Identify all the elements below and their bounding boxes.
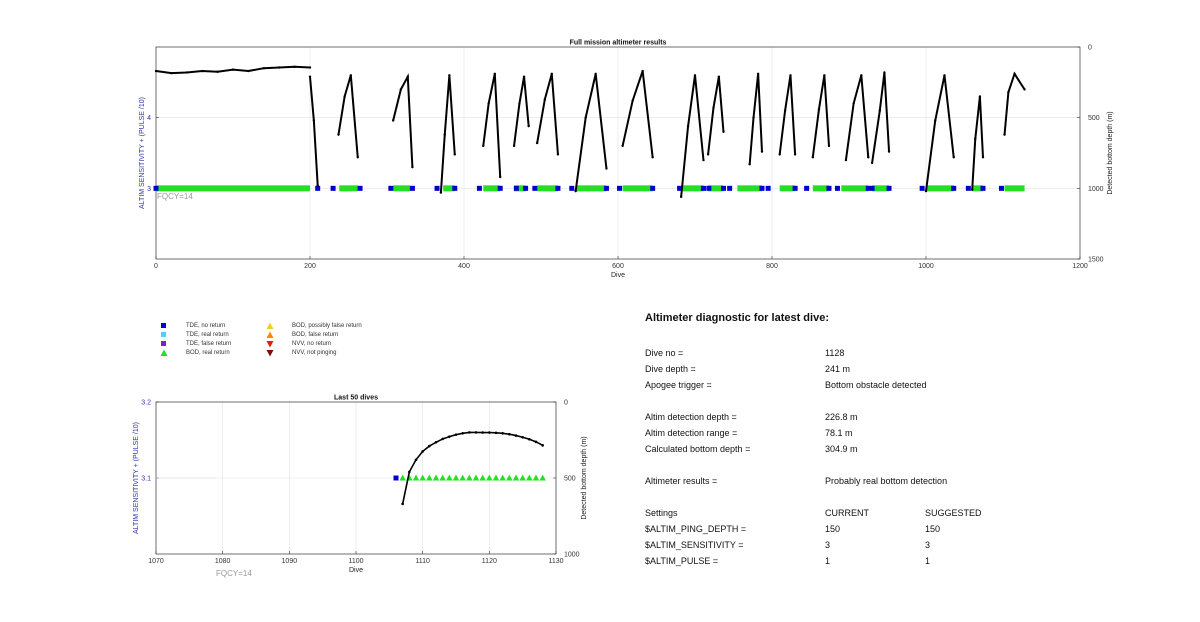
tde-no-return-marker	[617, 186, 622, 191]
legend-label: BOD, possibly false return	[292, 323, 362, 329]
setting-suggested: 1	[925, 556, 931, 566]
diagnostic-label: Altimeter results =	[645, 476, 718, 486]
legend-label: TDE, no return	[186, 323, 226, 329]
depth-point	[499, 176, 501, 178]
setting-current: 150	[825, 524, 841, 534]
bod-real-return-band	[841, 185, 868, 191]
bod-real-return-marker	[433, 475, 439, 481]
depth-trace-segment	[338, 75, 357, 157]
depth-point	[513, 145, 515, 147]
tde-no-return-marker	[532, 186, 537, 191]
depth-point	[495, 432, 498, 435]
x-tick-label: 1200	[1072, 263, 1088, 270]
legend-triangle-up-icon	[266, 331, 274, 339]
depth-point	[278, 66, 280, 68]
depth-point	[828, 145, 830, 147]
depth-point	[687, 125, 689, 127]
bod-real-return-marker	[479, 475, 485, 481]
tde-no-return-marker	[498, 186, 503, 191]
depth-point	[400, 88, 402, 90]
depth-trace-segment	[576, 74, 607, 191]
setting-label: $ALTIM_PING_DEPTH =	[645, 524, 747, 534]
setting-current: 1	[825, 556, 831, 566]
bod-real-return-marker	[493, 475, 499, 481]
legend-triangle-up-icon	[160, 349, 168, 357]
chart-title: Full mission altimeter results	[569, 39, 667, 47]
depth-point	[475, 431, 478, 434]
tde-no-return-marker	[435, 186, 440, 191]
depth-point	[455, 433, 458, 436]
bod-real-return-band	[537, 185, 558, 191]
depth-point	[461, 432, 464, 435]
depth-point	[293, 66, 295, 68]
depth-point	[702, 159, 704, 161]
diagnostic-value: Bottom obstacle detected	[825, 380, 927, 390]
legend	[160, 322, 390, 362]
y-right-tick-label: 1000	[1088, 185, 1104, 193]
depth-point	[401, 503, 404, 506]
depth-point	[428, 445, 431, 448]
depth-trace-segment	[441, 75, 455, 192]
depth-point	[867, 156, 869, 158]
depth-point	[971, 189, 973, 191]
tde-no-return-marker	[154, 186, 159, 191]
depth-point	[974, 138, 976, 140]
depth-point	[1013, 73, 1015, 75]
x-tick-label: 600	[612, 263, 624, 270]
depth-trace-segment	[708, 77, 723, 155]
tde-no-return-marker	[826, 186, 831, 191]
depth-trace-segment	[310, 77, 318, 186]
depth-point	[794, 153, 796, 155]
tde-no-return-marker	[920, 186, 925, 191]
depth-point	[448, 74, 450, 76]
bod-real-return-marker	[426, 475, 432, 481]
tde-no-return-marker	[951, 186, 956, 191]
depth-trace-segment	[623, 71, 653, 157]
depth-trace-segment	[393, 77, 412, 167]
depth-point	[527, 125, 529, 127]
depth-point	[871, 162, 873, 164]
depth-trace-segment	[1005, 74, 1025, 135]
depth-trace-segment	[926, 75, 954, 191]
y-right-tick-label: 0	[1088, 44, 1092, 52]
depth-point	[515, 434, 518, 437]
depth-point	[468, 431, 471, 434]
legend-square-icon	[160, 331, 168, 339]
depth-point	[508, 433, 511, 436]
tde-no-return-marker	[966, 186, 971, 191]
depth-point	[521, 436, 524, 439]
tde-no-return-marker	[650, 186, 655, 191]
depth-point	[501, 432, 504, 435]
depth-point	[544, 98, 546, 100]
tde-no-return-marker	[410, 186, 415, 191]
depth-point	[309, 75, 311, 77]
x-tick-label: 1130	[548, 558, 564, 565]
depth-point	[823, 74, 825, 76]
depth-point	[789, 74, 791, 76]
bod-real-return-band	[623, 185, 653, 191]
depth-point	[752, 116, 754, 118]
depth-point	[925, 190, 927, 192]
tde-no-return-marker	[804, 186, 809, 191]
depth-point	[454, 153, 456, 155]
depth-point	[170, 72, 172, 74]
fqcy-annotation: FQCY=14	[157, 192, 193, 201]
diagnostic-value: Probably real bottom detection	[825, 476, 948, 486]
y-left-tick-label: 4	[147, 115, 151, 123]
depth-point	[448, 435, 451, 438]
legend-triangle-down-icon	[266, 340, 274, 348]
depth-point	[337, 133, 339, 135]
legend-square-icon	[160, 322, 168, 330]
depth-point	[982, 156, 984, 158]
y-right-tick-label: 500	[564, 475, 576, 483]
bod-real-return-band	[681, 185, 703, 191]
tde-no-return-marker	[706, 186, 711, 191]
y-right-tick-label: 1500	[1088, 256, 1104, 264]
depth-point	[979, 95, 981, 97]
x-tick-label: 400	[458, 263, 470, 270]
depth-point	[883, 71, 885, 73]
bod-real-return-marker	[466, 475, 472, 481]
legend-label: NVV, no return	[292, 341, 332, 347]
depth-point	[518, 102, 520, 104]
legend-triangle-up-icon	[266, 322, 274, 330]
depth-trace-segment	[813, 75, 829, 157]
depth-point	[408, 471, 411, 474]
depth-point	[487, 102, 489, 104]
tde-no-return-marker	[331, 186, 336, 191]
depth-point	[435, 441, 438, 444]
bod-real-return-band	[483, 185, 500, 191]
tde-no-return-marker	[759, 186, 764, 191]
depth-point	[441, 438, 444, 441]
x-tick-label: 1120	[481, 558, 497, 565]
depth-point	[155, 70, 157, 72]
depth-point	[440, 191, 442, 193]
y-left-tick-label: 3.2	[141, 399, 151, 407]
depth-point	[651, 156, 653, 158]
legend-label: TDE, false return	[186, 341, 232, 347]
depth-point	[934, 119, 936, 121]
depth-point	[488, 431, 491, 434]
depth-point	[605, 167, 607, 169]
depth-point	[1003, 133, 1005, 135]
y-right-axis-label: Detected bottom depth (m)	[1107, 111, 1114, 195]
tde-no-return-marker	[721, 186, 726, 191]
depth-point	[718, 75, 720, 77]
legend-square-icon	[160, 340, 168, 348]
depth-point	[852, 102, 854, 104]
y-left-tick-label: 3.1	[141, 475, 151, 483]
depth-point	[536, 142, 538, 144]
depth-point	[707, 153, 709, 155]
x-axis-label: Dive	[610, 272, 626, 279]
setting-current: 3	[825, 540, 831, 550]
x-tick-label: 1070	[148, 558, 164, 565]
y-right-tick-label: 0	[564, 399, 568, 407]
depth-point	[757, 73, 759, 75]
diagnostic-value: 241 m	[825, 364, 851, 374]
diagnostic-label: Dive no =	[645, 348, 684, 358]
depth-point	[1023, 88, 1025, 90]
x-tick-label: 1100	[348, 558, 364, 565]
diagnostic-value: 78.1 m	[825, 428, 853, 438]
depth-point	[953, 156, 955, 158]
x-tick-label: 1000	[918, 263, 934, 270]
full-mission-chart	[139, 40, 1114, 280]
legend-label: BOD, real return	[186, 350, 230, 356]
legend-label: NVV, not pinging	[292, 350, 337, 356]
legend-label: BOD, false return	[292, 332, 339, 338]
tde-no-return-marker	[870, 186, 875, 191]
legend-triangle-down-icon	[266, 349, 274, 357]
depth-point	[761, 150, 763, 152]
tde-no-return-marker	[477, 186, 482, 191]
tde-no-return-marker	[452, 186, 457, 191]
depth-point	[621, 145, 623, 147]
diagnostic-value: 304.9 m	[825, 444, 858, 454]
y-right-tick-label: 500	[1088, 115, 1100, 123]
bod-real-return-marker	[459, 475, 465, 481]
depth-point	[694, 74, 696, 76]
depth-point	[594, 73, 596, 75]
bod-real-return-band	[872, 185, 889, 191]
depth-point	[186, 71, 188, 73]
tde-no-return-marker	[766, 186, 771, 191]
depth-point	[350, 74, 352, 76]
x-axis-label: Dive	[348, 567, 364, 574]
bod-real-return-band	[1005, 185, 1025, 191]
diagnostic-label: Altim detection range =	[645, 428, 738, 438]
depth-point	[421, 450, 424, 453]
y-left-tick-label: 3	[147, 185, 151, 193]
depth-point	[313, 119, 315, 121]
depth-trace	[403, 432, 543, 503]
depth-point	[574, 190, 576, 192]
settings-header-current: CURRENT	[825, 508, 869, 518]
depth-point	[216, 71, 218, 73]
depth-trace-segment	[972, 96, 983, 189]
depth-point	[317, 184, 319, 186]
diagnostic-label: Dive depth =	[645, 364, 696, 374]
depth-trace-segment	[780, 75, 795, 154]
bod-real-return-marker	[413, 475, 419, 481]
bod-real-return-marker	[526, 475, 532, 481]
settings-header-suggested: SUGGESTED	[925, 508, 982, 518]
depth-point	[415, 458, 418, 461]
y-left-axis-label: ALTIM SENSITIVITY + (PULSE /10)	[139, 97, 146, 209]
y-left-axis-label: ALTIM SENSITIVITY + (PULSE /10)	[133, 422, 140, 534]
depth-point	[879, 109, 881, 111]
bod-real-return-marker	[539, 475, 545, 481]
depth-point	[541, 444, 544, 447]
depth-point	[1007, 91, 1009, 93]
depth-point	[343, 95, 345, 97]
depth-point	[712, 107, 714, 109]
tde-no-return-marker	[887, 186, 892, 191]
depth-point	[247, 70, 249, 72]
depth-point	[481, 431, 484, 434]
bod-real-return-band	[393, 185, 410, 191]
bod-real-return-band	[737, 185, 762, 191]
depth-point	[392, 119, 394, 121]
bod-real-return-marker	[446, 475, 452, 481]
depth-point	[551, 73, 553, 75]
x-tick-label: 1090	[281, 558, 298, 565]
diagnostic-title: Altimeter diagnostic for latest dive:	[645, 312, 829, 324]
depth-point	[482, 145, 484, 147]
bod-real-return-marker	[506, 475, 512, 481]
depth-point	[528, 438, 531, 441]
setting-label: $ALTIM_SENSITIVITY =	[645, 540, 744, 550]
depth-point	[407, 75, 409, 77]
depth-point	[860, 74, 862, 76]
bod-real-return-band	[339, 185, 357, 191]
depth-trace-segment	[514, 77, 529, 146]
depth-point	[411, 166, 413, 168]
bod-real-return-marker	[533, 475, 539, 481]
depth-point	[232, 68, 234, 70]
depth-point	[494, 73, 496, 75]
depth-trace-segment	[750, 74, 762, 164]
x-tick-label: 800	[766, 263, 778, 270]
tde-no-return-marker	[793, 186, 798, 191]
tde-no-return-marker	[523, 186, 528, 191]
setting-suggested: 3	[925, 540, 931, 550]
diagnostic-label: Altim detection depth =	[645, 412, 737, 422]
depth-point	[309, 66, 311, 68]
bod-real-return-marker	[453, 475, 459, 481]
bod-real-return-band	[926, 185, 954, 191]
depth-point	[680, 196, 682, 198]
x-tick-label: 1110	[415, 558, 430, 565]
y-right-axis-label: Detected bottom depth (m)	[581, 436, 588, 520]
depth-point	[784, 109, 786, 111]
depth-trace-segment	[483, 74, 500, 177]
tde-no-return-marker	[999, 186, 1004, 191]
depth-point	[943, 74, 945, 76]
tde-no-return-marker	[388, 186, 393, 191]
depth-point	[748, 163, 750, 165]
depth-point	[779, 153, 781, 155]
bod-real-return-marker	[486, 475, 492, 481]
depth-point	[535, 441, 538, 444]
depth-point	[812, 156, 814, 158]
tde-no-return-marker	[394, 476, 399, 481]
tde-no-return-marker	[835, 186, 840, 191]
x-tick-label: 1080	[214, 558, 231, 565]
bod-real-return-band	[576, 185, 607, 191]
tde-no-return-marker	[701, 186, 706, 191]
depth-point	[523, 75, 525, 77]
depth-point	[263, 67, 265, 69]
last-50-dives-chart	[133, 395, 588, 579]
depth-point	[201, 70, 203, 72]
depth-trace-segment	[681, 75, 703, 197]
bod-real-return-marker	[499, 475, 505, 481]
depth-point	[357, 156, 359, 158]
legend-label: TDE, real return	[186, 332, 229, 338]
depth-point	[641, 70, 643, 72]
depth-point	[722, 131, 724, 133]
bod-real-return-marker	[519, 475, 525, 481]
depth-point	[845, 159, 847, 161]
tde-no-return-marker	[555, 186, 560, 191]
settings-header-label: Settings	[645, 508, 678, 518]
tde-no-return-marker	[514, 186, 519, 191]
depth-point	[584, 116, 586, 118]
bod-real-return-band	[156, 185, 310, 191]
setting-label: $ALTIM_PULSE =	[645, 556, 719, 566]
diagnostic-value: 226.8 m	[825, 412, 858, 422]
tde-no-return-marker	[980, 186, 985, 191]
y-right-tick-label: 1000	[564, 551, 580, 559]
depth-point	[444, 133, 446, 135]
bod-real-return-marker	[399, 475, 405, 481]
tde-no-return-marker	[569, 186, 574, 191]
depth-point	[557, 153, 559, 155]
tde-no-return-marker	[358, 186, 363, 191]
tde-no-return-marker	[604, 186, 609, 191]
bod-real-return-marker	[473, 475, 479, 481]
x-tick-label: 200	[304, 263, 316, 270]
chart-title: Last 50 dives	[334, 394, 378, 402]
bod-real-return-marker	[439, 475, 445, 481]
x-tick-label: 0	[154, 263, 158, 270]
diagnostic-value: 1128	[825, 348, 845, 358]
bod-real-return-marker	[513, 475, 519, 481]
setting-suggested: 150	[925, 524, 941, 534]
depth-trace-segment	[537, 74, 558, 155]
depth-point	[631, 100, 633, 102]
bod-real-return-marker	[419, 475, 425, 481]
depth-point	[888, 150, 890, 152]
tde-no-return-marker	[727, 186, 732, 191]
fqcy-annotation: FQCY=14	[216, 569, 252, 578]
depth-point	[818, 108, 820, 110]
diagnostic-label: Calculated bottom depth =	[645, 444, 751, 454]
diagnostic-label: Apogee trigger =	[645, 380, 712, 390]
